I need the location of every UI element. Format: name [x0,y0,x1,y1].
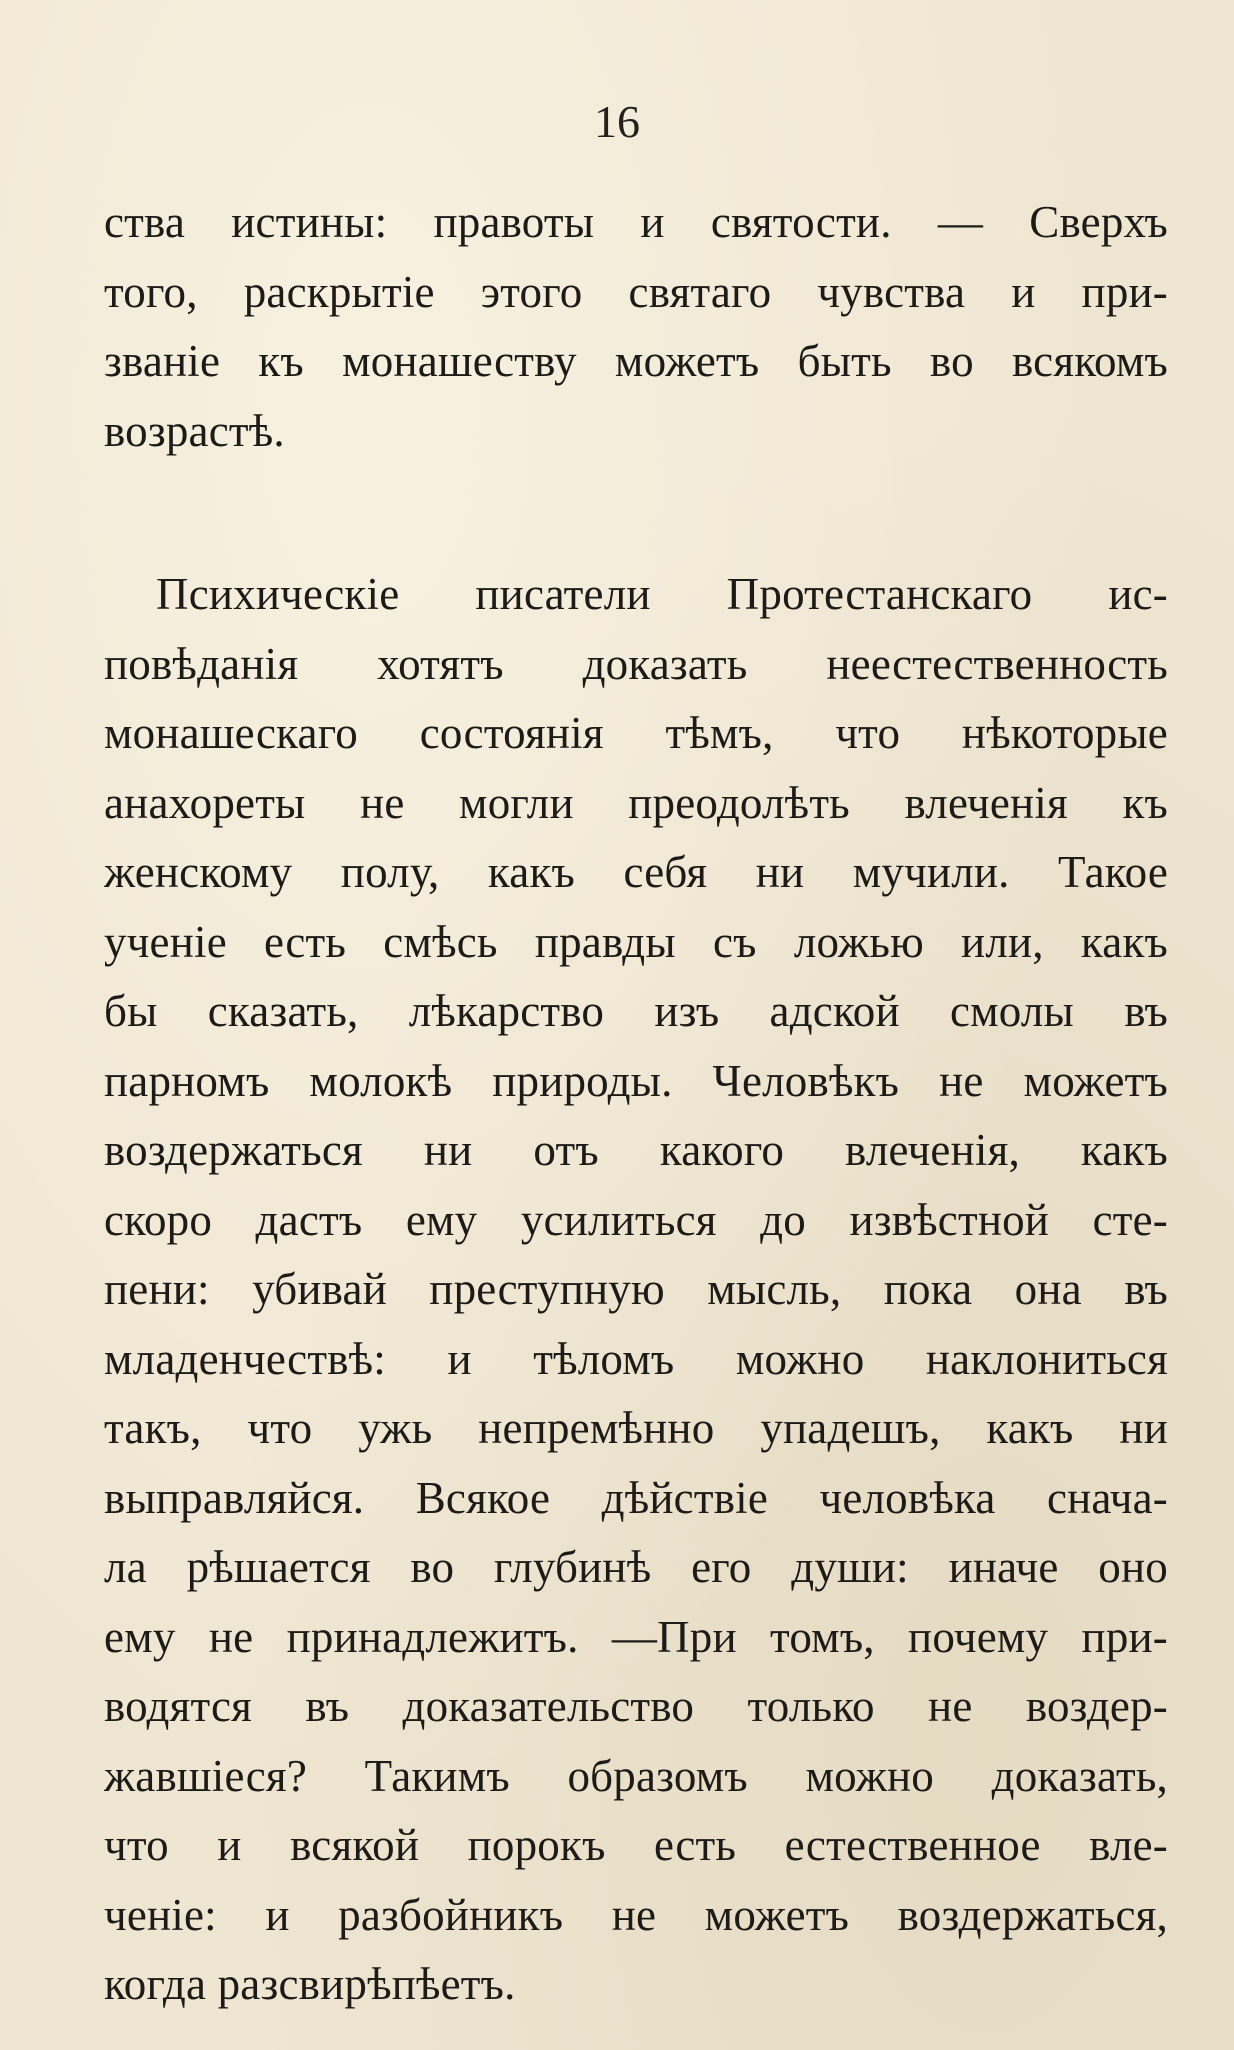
text-line: Психическіе писатели Протестанскаго ис- [156,569,1168,619]
text-line: такъ, что ужь непремѣнно упадешъ, какъ ни [104,1403,1168,1453]
text-line: когда разсвирѣпѣетъ. [104,1959,516,2009]
text-line: воздержаться ни отъ какого влеченія, какъ [104,1125,1168,1175]
text-line: ему не принадлежитъ. —При томъ, почему при- [104,1611,1168,1662]
text-line: выправляйся. Всякое дѣйствіе человѣка снача- [104,1472,1168,1523]
text-line: что и всякой порокъ есть естественное вле- [104,1820,1168,1870]
paragraph-main [104,560,1168,2020]
text-line: ства истины: правоты и святости. — Сверхъ [104,197,1168,247]
text-line: ла рѣшается во глубинѣ его души: иначе оно [104,1542,1168,1592]
text-line: ченіе: и разбойникъ не можетъ воздержаться, [104,1889,1168,1940]
text-line: скоро дастъ ему усилиться до извѣстной сте- [104,1194,1168,1245]
text-line: бы сказать, лѣкарство изъ адской смолы въ [104,986,1168,1036]
text-line: водятся въ доказательство только не воздер- [104,1681,1168,1731]
text-line: званіе къ монашеству можетъ быть во всякомъ [104,336,1168,386]
text-line: монашескаго состоянія тѣмъ, что нѣкоторые [104,708,1168,758]
text-line: пени: убивай преступную мысль, пока она въ [104,1264,1168,1314]
text-line: младенчествѣ: и тѣломъ можно наклониться [104,1333,1168,1384]
paragraph-continuation [104,188,1168,466]
text-line: парномъ молокѣ природы. Человѣкъ не можетъ [104,1055,1168,1106]
text-line: женскому полу, какъ себя ни мучили. Такое [104,847,1168,897]
text-line: того, раскрытіе этого святаго чувства и при- [104,266,1168,317]
page-number: 16 [594,96,640,147]
text-line: возрастѣ. [104,405,285,456]
text-line: ученіе есть смѣсь правды съ ложью или, какъ [104,916,1168,967]
text-line: повѣданія хотятъ доказать неестественность [104,638,1168,689]
text-line: анахореты не могли преодолѣть влеченія къ [104,777,1168,828]
text-line: жавшіеся? Такимъ образомъ можно доказать, [104,1750,1168,1801]
